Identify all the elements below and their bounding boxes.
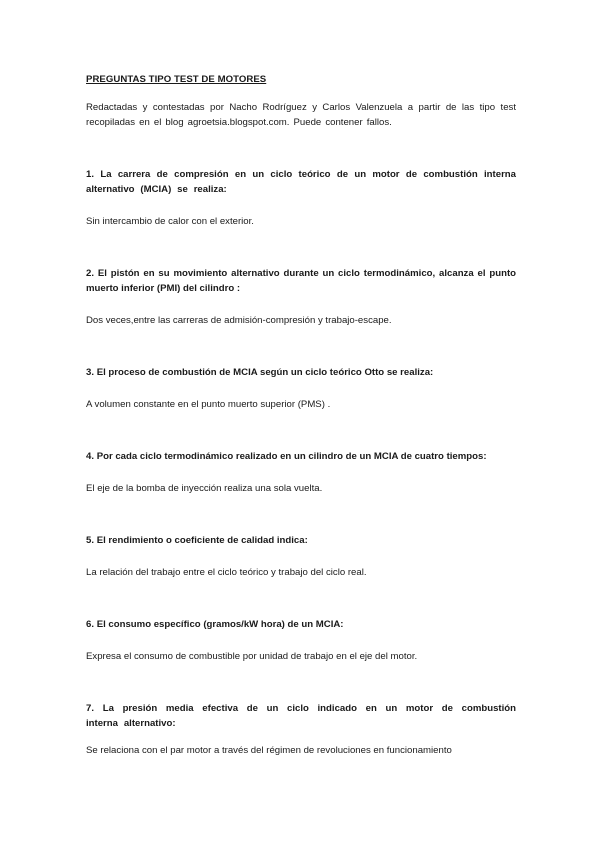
question-number: 6.	[86, 619, 95, 630]
question-text	[86, 266, 516, 296]
question-block-4	[86, 449, 516, 496]
answer-text: Dos veces,entre las carreras de admisión-compresión y trabajo-escape.	[86, 315, 392, 326]
question-text	[86, 701, 516, 731]
question-body: Por cada ciclo termodinámico realizado en un cilindro de un MCIA de cuatro tiempos:	[96, 451, 487, 462]
question-block-7	[86, 701, 516, 758]
answer-text: A volumen constante en el punto muerto superior (PMS) .	[86, 399, 331, 410]
question-body: El proceso de combustión de MCIA según un ciclo teórico Otto se realiza:	[96, 367, 434, 378]
question-body: El consumo específico (gramos/kW hora) de un MCIA:	[96, 619, 344, 630]
document-title: PREGUNTAS TIPO TEST DE MOTORES	[86, 74, 267, 85]
answer-text: Sin intercambio de calor con el exterior.	[86, 216, 254, 227]
question-text	[86, 449, 516, 464]
question-text	[86, 533, 516, 548]
answer-text: Expresa el consumo de combustible por unidad de trabajo en el eje del motor.	[86, 651, 418, 662]
question-block-3	[86, 365, 516, 412]
question-text	[86, 617, 516, 632]
question-number: 2.	[86, 268, 95, 279]
question-number: 4.	[86, 451, 95, 462]
question-body: El pistón en su movimiento alternativo durante un ciclo termodinámico, alcanza el punto muerto inferior (PMI) del cilindro :	[86, 268, 516, 294]
question-block-5	[86, 533, 516, 580]
question-block-6	[86, 617, 516, 664]
question-number: 7.	[86, 703, 95, 714]
document-content	[86, 72, 516, 758]
question-body: La carrera de compresión en un ciclo teórico de un motor de combustión interna alternativo (MCIA) se realiza:	[86, 169, 516, 195]
question-text	[86, 365, 516, 380]
answer-text: La relación del trabajo entre el ciclo teórico y trabajo del ciclo real.	[86, 567, 367, 578]
answer-text: El eje de la bomba de inyección realiza una sola vuelta.	[86, 483, 323, 494]
question-text	[86, 167, 516, 197]
question-block-1	[86, 167, 516, 229]
answer-text: Se relaciona con el par motor a través del régimen de revoluciones en funcionamiento	[86, 745, 452, 756]
question-body: La presión media efectiva de un ciclo indicado en un motor de combustión interna alternativo:	[86, 703, 516, 729]
question-number: 3.	[86, 367, 95, 378]
question-body: El rendimiento o coeficiente de calidad indica:	[96, 535, 308, 546]
question-number: 1.	[86, 169, 95, 180]
question-number: 5.	[86, 535, 95, 546]
question-block-2	[86, 266, 516, 328]
document-intro: Redactadas y contestadas por Nacho Rodríguez y Carlos Valenzuela a partir de las tipo test recopiladas en el blog agroetsia.blogspot.com. Puede contener fallos.	[86, 102, 516, 128]
